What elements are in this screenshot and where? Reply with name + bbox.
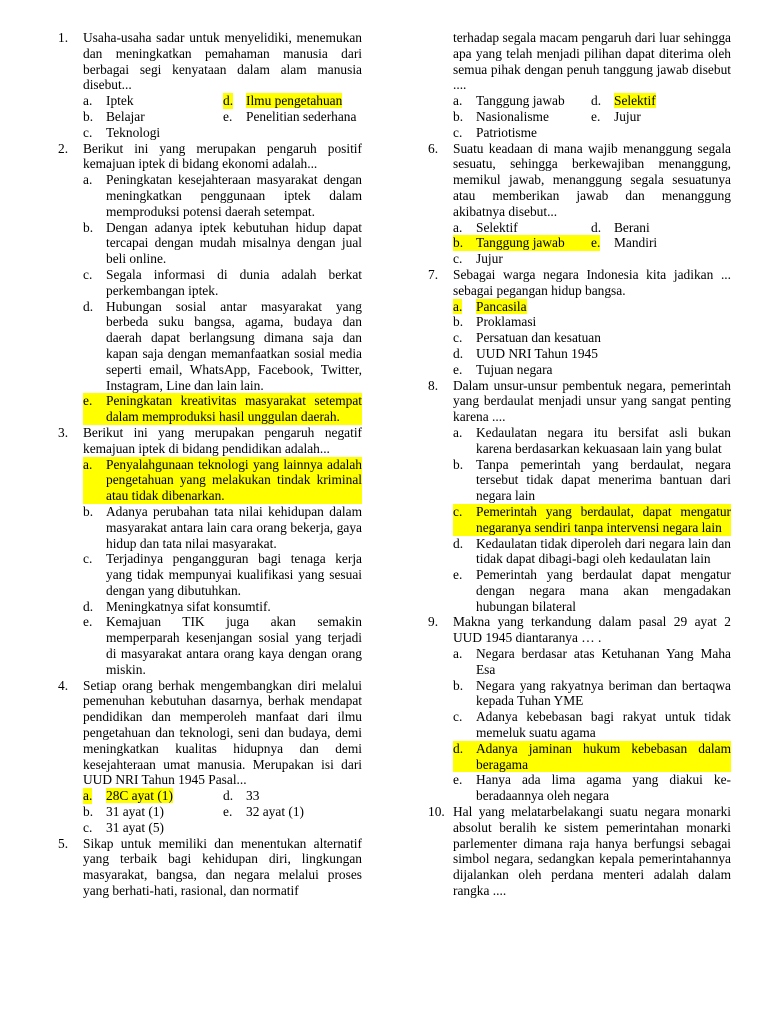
option-letter: d.	[83, 298, 94, 314]
option-letter: a.	[453, 646, 463, 662]
option-text: Persatuan dan kesatuan	[476, 330, 601, 346]
option-letter: d.	[591, 93, 602, 109]
option-e[interactable]	[453, 362, 731, 378]
option-letter: a.	[453, 298, 463, 314]
option-d[interactable]	[591, 220, 731, 236]
option-text: Patriotisme	[476, 124, 537, 140]
option-text: Negara yang rakyatnya beriman dan bertaqwa kepada Tuhan YME	[476, 677, 731, 709]
question-number: 5.	[58, 835, 69, 851]
option-letter: a.	[83, 456, 93, 472]
option-letter: e.	[453, 361, 463, 377]
question-stem: Suatu keadaan di mana wajib menanggung segala sesuatu, sehingga berkewajiban menanggung, memikul jawab, menanggung segala sesuatunya atau memberikan jawab dan menanggung akibatnya disebut...	[453, 140, 731, 219]
option-letter: b.	[453, 456, 464, 472]
question-stem: Usaha-usaha sadar untuk menyelidiki, menemukan dan meningkatkan pemahaman manusia dari berbagai segi kenyataan dalam alam manusia disebut...	[83, 30, 362, 93]
option-text: Teknologi	[106, 124, 161, 140]
option-letter: d.	[453, 740, 464, 756]
question-stem: Berikut ini yang merupakan pengaruh negatif kemajuan iptek di bidang pendidikan adalah...	[83, 424, 362, 456]
option-d[interactable]	[83, 299, 362, 394]
option-text: Hubungan sosial antar masyarakat yang berbeda suku bangsa, agama, budaya dan daerah dapat berlangsung dimana saja dan kapan saja dengan memanfaatkan sosial media seperti email, WhatsApp, Facebook, Twitter, Instagram, Line dan lain lain.	[106, 298, 362, 393]
option-text: Hanya ada lima agama yang diakui ke-beradaannya oleh negara	[476, 772, 731, 804]
option-text: Tanpa pemerintah yang berdaulat, negara tersebut tidak dapat menerima bantuan dari negara lain	[476, 456, 731, 504]
option-text: Kedaulatan negara itu bersifat asli bukan karena berdasarkan kekuasaan lain yang bulat	[476, 424, 731, 456]
option-e[interactable]	[223, 804, 362, 820]
option-letter: a.	[453, 93, 463, 109]
option-letter: c.	[83, 266, 93, 282]
option-letter: a.	[83, 172, 93, 188]
option-letter: b.	[83, 503, 94, 519]
option-letter: c.	[453, 330, 463, 346]
option-c[interactable]	[453, 709, 731, 741]
option-text-highlighted: 28C ayat (1)	[106, 788, 173, 804]
question-stem: Makna yang terkandung dalam pasal 29 ayat 2 UUD 1945 diantaranya … .	[453, 614, 731, 646]
option-b[interactable]	[83, 109, 223, 125]
question-1	[58, 30, 362, 141]
option-a[interactable]	[83, 172, 362, 219]
option-text: Peningkatan kesejahteraan masyarakat dengan meningkatkan penggunaan iptek dalam memproduksi potensi daerah setempat.	[106, 172, 362, 219]
question-number: 10.	[428, 804, 445, 820]
option-text: Pemerintah yang berdaulat dapat mengatur dengan negara mana akan mengadakan hubungan bilateral	[476, 567, 731, 614]
question-stem: Sebagai warga negara Indonesia kita jadikan ... sebagai pegangan hidup bangsa.	[453, 266, 731, 298]
question-7	[428, 267, 731, 378]
option-letter: d.	[453, 345, 464, 361]
option-a[interactable]	[83, 93, 223, 109]
option-letter: a.	[83, 788, 93, 804]
option-e[interactable]	[591, 235, 731, 251]
option-letter: a.	[453, 219, 463, 235]
option-text: 33	[246, 788, 260, 804]
option-text: Mandiri	[614, 235, 658, 251]
option-e[interactable]	[223, 109, 362, 125]
option-a-highlighted[interactable]	[83, 457, 362, 504]
option-text: Dengan adanya iptek kebutuhan hidup dapat tercapai dengan mudah misalnya dengan jual beli online.	[106, 219, 362, 267]
question-6	[428, 141, 731, 267]
option-text: Adanya kebebasan bagi rakyat untuk tidak memeluk suatu agama	[476, 709, 731, 741]
question-10	[428, 804, 731, 899]
option-text: Penelitian sederhana	[246, 108, 357, 124]
option-d[interactable]	[453, 346, 731, 362]
option-letter: d.	[83, 598, 94, 614]
question-stem: Berikut ini yang merupakan pengaruh positif kemajuan iptek di bidang ekonomi adalah...	[83, 140, 362, 172]
question-stem: Dalam unsur-unsur pembentuk negara, pemerintah yang berdaulat menjadi unsur yang sangat penting karena ....	[453, 377, 731, 425]
option-letter: e.	[591, 235, 601, 251]
option-e-highlighted[interactable]	[83, 393, 362, 425]
option-e[interactable]	[591, 109, 731, 125]
question-stem: Hal yang melatarbelakangi suatu negara monarki absolut beralih ke sistem pemerintahan monarki parlementer dimana raja hanya berfungsi sebagai simbol negara, sedangkan kepala pemerintahannya dijalankan oleh perdana menteri adalah dalam rangka ....	[453, 804, 731, 899]
option-letter: b.	[453, 108, 464, 124]
option-text: Kedaulatan tidak diperoleh dari negara lain dan tidak dapat dibagi-bagi oleh kedaulatan lain	[476, 535, 731, 567]
option-letter: e.	[591, 108, 601, 124]
option-b[interactable]	[453, 678, 731, 710]
option-letter: b.	[453, 235, 464, 251]
option-letter: b.	[83, 108, 94, 124]
option-c[interactable]	[453, 330, 731, 346]
option-c[interactable]	[83, 267, 362, 299]
option-text: Proklamasi	[476, 314, 537, 330]
option-letter: e.	[223, 108, 233, 124]
option-text: 32 ayat (1)	[246, 804, 305, 820]
question-number: 1.	[58, 30, 69, 45]
option-c[interactable]	[83, 125, 223, 141]
option-text: Tanggung jawab	[476, 93, 565, 109]
option-letter: b.	[453, 677, 464, 693]
option-text: Selektif	[476, 219, 518, 235]
option-text-highlighted: Ilmu pengetahuan	[246, 93, 343, 109]
option-text: Jujur	[614, 108, 641, 124]
option-letter: b.	[453, 314, 464, 330]
option-text: Berani	[614, 219, 650, 235]
option-letter: c.	[453, 709, 463, 725]
option-letter: d.	[591, 219, 602, 235]
option-grid	[453, 93, 731, 140]
option-text: Negara berdasar atas Ketuhanan Yang Maha Esa	[476, 646, 731, 677]
option-letter: d.	[453, 535, 464, 551]
question-number: 2.	[58, 140, 69, 156]
option-text-highlighted: Selektif	[614, 93, 656, 109]
option-letter: e.	[453, 567, 463, 583]
option-letter: c.	[83, 124, 93, 140]
option-b[interactable]	[83, 504, 362, 551]
option-text: UUD NRI Tahun 1945	[476, 345, 598, 361]
option-e[interactable]	[83, 614, 362, 677]
question-stem: Sikap untuk memiliki dan menentukan alternatif yang terbaik bagi kehidupan diri, lingkungan masyarakat, bangsa, dan negara melalui proses yang berhati-hati, rasional, dan normatif	[83, 835, 362, 899]
question-number: 8.	[428, 377, 439, 393]
option-text: Nasionalisme	[476, 108, 549, 124]
question-number: 7.	[428, 266, 439, 282]
option-a[interactable]	[453, 646, 731, 678]
option-text: Adanya perubahan tata nilai kehidupan dalam masyarakat antara lain cara orang bekerja, gaya hidup dan tata nilai masyarakat.	[106, 503, 362, 551]
question-4	[58, 678, 362, 836]
option-letter: e.	[83, 393, 93, 409]
option-a[interactable]	[453, 220, 591, 236]
option-letter: c.	[83, 819, 93, 835]
option-letter: c.	[453, 124, 463, 140]
option-letter: b.	[83, 804, 94, 820]
option-letter: c.	[83, 551, 93, 567]
option-text: 31 ayat (1)	[106, 804, 165, 820]
option-letter: a.	[83, 93, 93, 109]
left-column	[58, 30, 362, 899]
option-b[interactable]	[453, 457, 731, 504]
option-text: Jujur	[476, 251, 503, 267]
option-b-highlighted[interactable]	[453, 235, 591, 251]
option-a[interactable]	[453, 299, 731, 315]
question-number: 9.	[428, 614, 439, 630]
question-8	[428, 378, 731, 615]
question-number: 6.	[428, 140, 439, 156]
option-d[interactable]	[223, 788, 362, 804]
option-c[interactable]	[453, 125, 591, 141]
option-letter: a.	[453, 424, 463, 440]
option-e[interactable]	[453, 772, 731, 804]
question-3	[58, 425, 362, 678]
option-text: Pemerintah yang berdaulat, dapat mengatur negaranya sendiri tanpa intervensi negara lain	[476, 503, 731, 535]
option-b[interactable]	[83, 804, 223, 820]
option-text: Terjadinya pengangguran bagi tenaga kerja yang tidak mempunyai kualifikasi yang sesuai dengan yang dibutuhkan.	[106, 551, 362, 598]
option-text: Tanggung jawab	[476, 235, 565, 251]
option-e[interactable]	[453, 567, 731, 614]
option-letter: e.	[83, 614, 93, 630]
option-a[interactable]	[453, 93, 591, 109]
option-text: Kemajuan TIK juga akan semakin memperparah kesenjangan sosial yang terjadi di masyarakat antara orang kaya dengan orang miskin.	[106, 614, 362, 677]
option-text: 31 ayat (5)	[106, 819, 165, 835]
right-column	[428, 30, 731, 899]
option-letter: b.	[83, 219, 94, 235]
option-a[interactable]	[453, 425, 731, 457]
question-number: 3.	[58, 424, 69, 440]
option-d[interactable]	[83, 599, 362, 615]
question-9	[428, 614, 731, 804]
question-2	[58, 141, 362, 425]
option-b[interactable]	[83, 220, 362, 267]
option-grid	[83, 93, 362, 140]
option-d[interactable]	[453, 536, 731, 568]
option-letter: c.	[453, 251, 463, 267]
question-5	[58, 836, 362, 899]
question-number: 4.	[58, 677, 69, 693]
question-5-continued: terhadap segala macam pengaruh dari luar sehingga apa yang telah menjadi pilihan dapat diterima oleh semua pihak dengan penuh tanggung jawab disebut ....	[453, 30, 731, 93]
option-c[interactable]	[83, 820, 223, 836]
option-text: Tujuan negara	[476, 361, 553, 377]
option-letter: e.	[453, 772, 463, 788]
option-b[interactable]	[453, 109, 591, 125]
option-letter: d.	[223, 93, 234, 109]
option-c-highlighted[interactable]	[453, 504, 731, 536]
option-text: Peningkatan kreativitas masyarakat setempat dalam memproduksi hasil unggulan daerah.	[106, 393, 362, 425]
option-letter: c.	[453, 503, 463, 519]
question-5-options	[428, 93, 731, 140]
option-d[interactable]	[223, 93, 362, 109]
option-d-highlighted[interactable]	[453, 741, 731, 773]
option-b[interactable]	[453, 314, 731, 330]
option-c[interactable]	[83, 551, 362, 598]
option-grid	[83, 788, 362, 835]
option-a[interactable]	[83, 788, 223, 804]
option-grid	[453, 220, 731, 267]
option-text-highlighted: Pancasila	[476, 298, 527, 314]
option-text: Meningkatnya sifat konsumtif.	[106, 598, 271, 614]
option-text: Belajar	[106, 108, 145, 124]
option-letter: e.	[223, 804, 233, 820]
option-text: Penyalahgunaan teknologi yang lainnya adalah pengetahuan yang melakukan tindak kriminal atau tidak dibenarkan.	[106, 456, 362, 504]
option-text: Segala informasi di dunia adalah berkat perkembangan iptek.	[106, 266, 362, 298]
option-c[interactable]	[453, 251, 591, 267]
option-letter: d.	[223, 788, 234, 804]
option-d[interactable]	[591, 93, 731, 109]
question-stem: Setiap orang berhak mengembangkan diri melalui pemenuhan kebutuhan dasarnya, berhak mendapat pendidikan dan memperoleh manfaat dari ilmu pengetahuan dan teknologi, seni dan budaya, demi meningkatkan kualitas hidupnya dan demi kesejahteraan umat manusia. Merupakan isi dari UUD NRI Tahun 1945 Pasal...	[83, 677, 362, 788]
option-text: Iptek	[106, 93, 134, 109]
option-text: Adanya jaminan hukum kebebasan dalam beragama	[476, 740, 731, 772]
